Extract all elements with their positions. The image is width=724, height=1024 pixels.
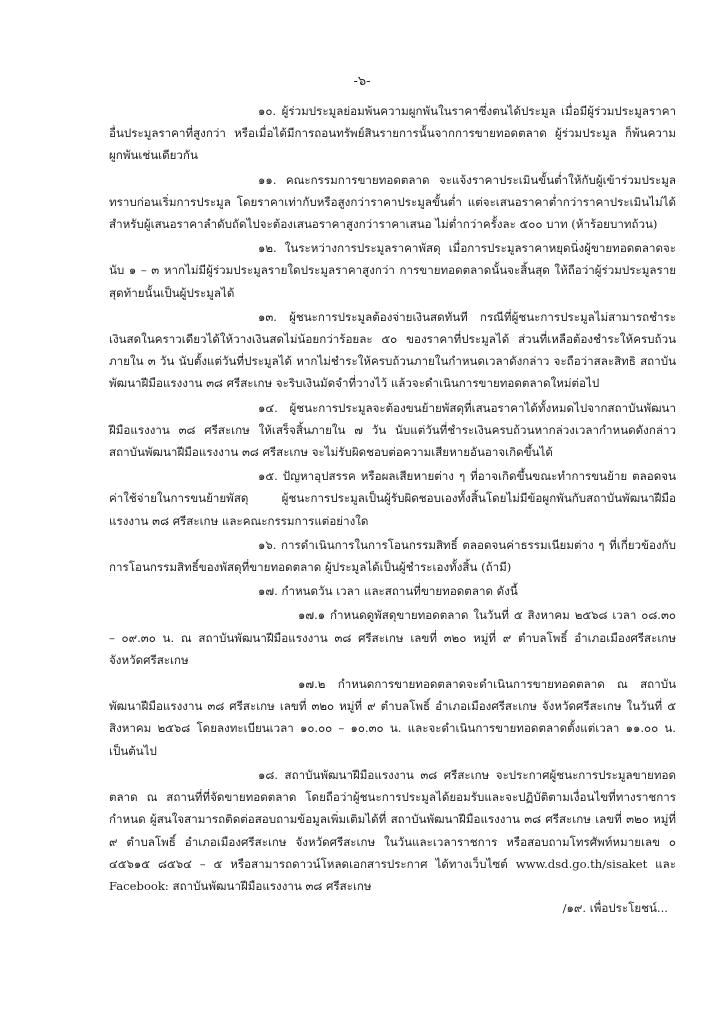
paragraph-13: ๑๓. ผู้ชนะการประมูลต้องจ่ายเงินสดทันที กรณีที่ผู้ชนะการประมูลไม่สามารถชำระเงินสดในคราวเดียวได้ให้วางเงินสดไม่น้อยกว่าร้อยละ ๕๐ ของราคาที่ประมูลได้ ส่วนที่เหลือต้องชำระให้ครบถ้วนภายใน ๓ วัน นับตั้งแต่วันที่ประมูลได้ หากไม่ชำระให้ครบถ้วนภายในกำหนดเวลาดังกล่าว จะถือว่าสละสิทธิ สถาบันพัฒนาฝีมือแรงงาน ๓๘ ศรีสะเกษ จะริบเงินมัดจำที่วางไว้ แล้วจะดำเนินการขายทอดตลาดใหม่ต่อไป — [109, 309, 676, 391]
paragraph-17-1: ๑๗.๑ กำหนดดูพัสดุขายทอดตลาด ในวันที่ ๕ สิงหาคม ๒๕๖๘ เวลา ๐๘.๓๐ – ๐๙.๓๐ น. ณ สถาบันพัฒนาฝีมือแรงงาน ๓๘ ศรีสะเกษ เลขที่ ๓๒๐ หมู่ที่ ๙ ตำบลโพธิ์ อำเภอเมืองศรีสะเกษ จังหวัดศรีสะเกษ — [109, 608, 676, 667]
paragraph-10: ๑๐. ผู้ร่วมประมูลย่อมพ้นความผูกพันในราคาซึ่งตนได้ประมูล เมื่อมีผู้ร่วมประมูลราคาอื่นประมูลราคาที่สูงกว่า หรือเมื่อได้มีการถอนทรัพย์สินรายการนั้นจากการขายทอดตลาด ผู้ร่วมประมูล ก็พ้นความผูกพันเช่นเดียวกัน — [109, 104, 676, 163]
paragraph-15: ๑๕. ปัญหาอุปสรรค หรือผลเสียหายต่าง ๆ ที่อาจเกิดขึ้นขณะทำการขนย้าย ตลอดจนค่าใช้จ่ายในการขนย้ายพัสดุ ผู้ชนะการประมูลเป็นผู้รับผิดชอบเองทั้งสิ้นโดยไม่มีข้อผูกพันกับสถาบันพัฒนาฝีมือแรงงาน ๓๘ ศรีสะเกษ และคณะกรรมการแต่อย่างใด — [109, 469, 676, 528]
paragraph-16: ๑๖. การดำเนินการในการโอนกรรมสิทธิ์ ตลอดจนค่าธรรมเนียมต่าง ๆ ที่เกี่ยวข้องกับการโอนกรรมสิทธิ์ของพัสดุที่ขายทอดตลาด ผู้ประมูลได้เป็นผู้ชำระเองทั้งสิ้น (ถ้ามี) — [109, 537, 676, 575]
paragraph-18: ๑๘. สถาบันพัฒนาฝีมือแรงงาน ๓๘ ศรีสะเกษ จะประกาศผู้ชนะการประมูลขายทอดตลาด ณ สถานที่ที่จัดขายทอดตลาด โดยถือว่าผู้ชนะการประมูลได้ยอมรับและจะปฏิบัติตามเงื่อนไขที่ทางราชการกำหนด ผู้สนใจสามารถติดต่อสอบถามข้อมูลเพิ่มเติมได้ที่ สถาบันพัฒนาฝีมือแรงงาน ๓๘ ศรีสะเกษ เลขที่ ๓๒๐ หมู่ที่ ๙ ตำบลโพธิ์ อำเภอเมืองศรีสะเกษ จังหวัดศรีสะเกษ ในวันและเวลาราชการ หรือสอบถามโทรศัพท์หมายเลข ๐ ๔๕๖๑๕ ๘๕๖๔ – ๕ หรือสามารถดาวน์โหลดเอกสารประกาศ ได้ทางเว็บไซต์ www.dsd.go.th/sisaket และ Facebook: สถาบันพัฒนาฝีมือแรงงาน ๓๘ ศรีสะเกษ — [109, 767, 676, 893]
paragraph-17: ๑๗. กำหนดวัน เวลา และสถานที่ขายทอดตลาด ดังนี้ — [258, 584, 518, 599]
continuation-note: /๑๙. เพื่อประโยชน์... — [562, 901, 668, 915]
paragraph-11: ๑๑. คณะกรรมการขายทอดตลาด จะแจ้งราคาประเมินขั้นต่ำให้กับผู้เข้าร่วมประมูลทราบก่อนเริ่มการประมูล โดยราคาเท่ากับหรือสูงกว่าราคาประมูลขั้นต่ำ แต่จะเสนอราคาต่ำกว่าราคาประเมินไม่ได้ สำหรับผู้เสนอราคาลำดับถัดไปจะต้องเสนอราคาสูงกว่าราคาเสนอ ไม่ต่ำกว่าครั้งละ ๕๐๐ บาท (ห้าร้อยบาทถ้วน) — [109, 172, 676, 232]
document-body — [109, 100, 676, 899]
paragraph-12: ๑๒. ในระหว่างการประมูลราคาพัสดุ เมื่อการประมูลราคาหยุดนิ่งผู้ขายทอดตลาดจะนับ ๑ – ๓ หากไม่มีผู้ร่วมประมูลรายใดประมูลราคาสูงกว่า การขายทอดตลาดนั้นจะสิ้นสุด ให้ถือว่าผู้ร่วมประมูลรายสุดท้ายนั้นเป็นผู้ประมูลได้ — [109, 241, 676, 300]
paragraph-17-2: ๑๗.๒ กำหนดการขายทอดตลาดจะดำเนินการขายทอดตลาด ณ สถาบันพัฒนาฝีมือแรงงาน ๓๘ ศรีสะเกษ เลขที่ ๓๒๐ หมู่ที่ ๙ ตำบลโพธิ์ อำเภอเมืองศรีสะเกษ จังหวัดศรีสะเกษ ในวันที่ ๕ สิงหาคม ๒๕๖๘ โดยลงทะเบียนเวลา ๑๐.๐๐ – ๑๐.๓๐ น. และจะดำเนินการขายทอดตลาดตั้งแต่เวลา ๑๑.๐๐ น. เป็นต้นไป — [109, 677, 676, 758]
page-number: -๖- — [353, 74, 371, 89]
paragraph-14: ๑๔. ผู้ชนะการประมูลจะต้องขนย้ายพัสดุที่เสนอราคาได้ทั้งหมดไปจากสถาบันพัฒนาฝีมือแรงงาน ๓๘ ศรีสะเกษ ให้เสร็จสิ้นภายใน ๗ วัน นับแต่วันที่ชำระเงินครบถ้วนหากล่วงเวลากำหนดดังกล่าว สถาบันพัฒนาฝีมือแรงงาน ๓๘ ศรีสะเกษ จะไม่รับผิดชอบต่อความเสียหายอันอาจเกิดขึ้นได้ — [109, 400, 676, 460]
